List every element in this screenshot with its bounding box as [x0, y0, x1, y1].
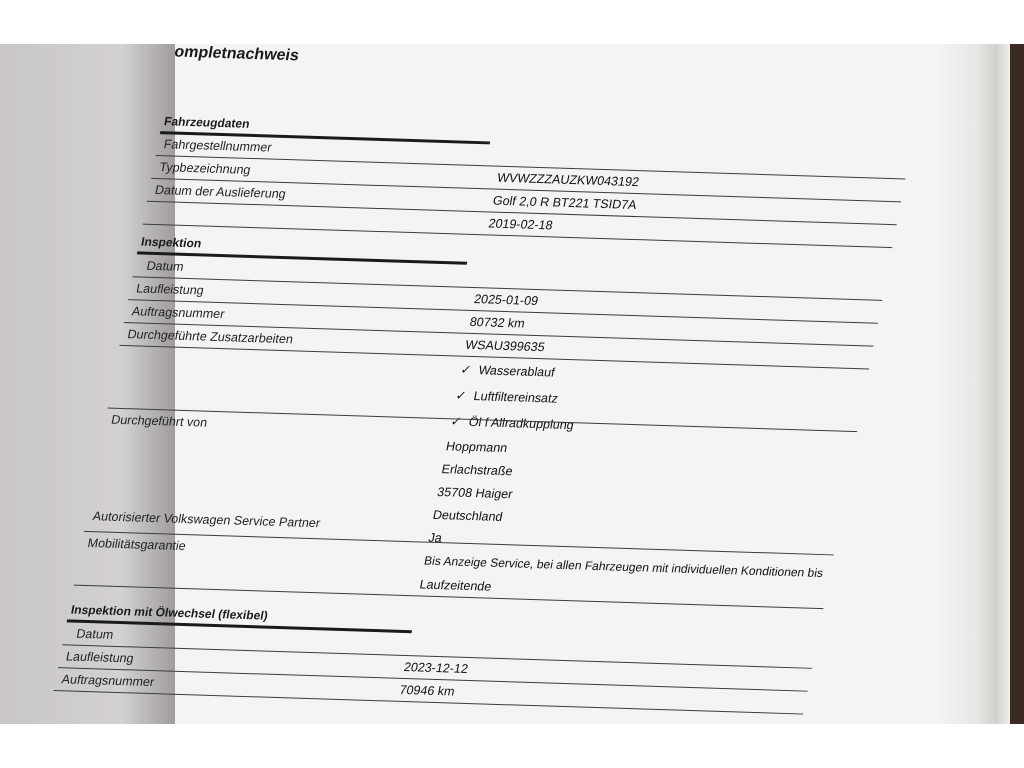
value-mileage: 80732 km	[468, 314, 527, 331]
value-service-partner: Ja	[427, 530, 444, 546]
label-type: Typbezeichnung	[158, 160, 252, 177]
value-workshop-street: Erlachstraße	[440, 462, 514, 479]
label-mileage: Laufleistung	[135, 281, 206, 298]
label-date: Datum	[145, 258, 185, 274]
checkmark-icon: ✓	[454, 388, 468, 403]
value-delivery-date: 2019-02-18	[487, 216, 554, 233]
value-oil-date: 2023-12-12	[402, 660, 470, 676]
label-oil-order-number: Auftragsnummer	[60, 672, 156, 690]
work-item: ✓ Öl f Allradkupplung	[449, 414, 576, 433]
label-order-number: Auftragsnummer	[130, 304, 226, 322]
label-vin: Fahrgestellnummer	[162, 137, 273, 155]
value-mobility-guarantee: Bis Anzeige Service, bei allen Fahrzeugen mit individuellen Konditionen bis	[422, 553, 825, 581]
section-title-inspection: Inspektion	[139, 234, 203, 251]
value-workshop-name: Hoppmann	[444, 439, 509, 456]
value-order-number: WSAU399635	[464, 337, 546, 355]
label-mobility-guarantee: Mobilitätsgarantie	[86, 536, 188, 554]
label-oil-date: Datum	[75, 626, 115, 642]
section-title-vehicle: Fahrzeugdaten	[162, 114, 251, 131]
checkmark-icon: ✓	[459, 362, 473, 377]
section-underline	[137, 251, 467, 264]
photo-area	[0, 44, 1024, 724]
value-workshop-country: Deutschland	[431, 507, 504, 524]
label-delivery-date: Datum der Auslieferung	[153, 182, 288, 202]
value-workshop-city: 35708 Haiger	[436, 484, 514, 502]
value-mobility-guarantee-cont: Laufzeitende	[418, 577, 493, 594]
row-divider	[84, 531, 834, 556]
label-service-partner: Autorisierter Volkswagen Service Partner	[91, 509, 322, 531]
label-performed-by: Durchgeführt von	[110, 412, 209, 430]
work-item: ✓ Luftfiltereinsatz	[454, 388, 560, 406]
value-vin: WVWZZZAUZKW043192	[496, 170, 641, 190]
service-record-document	[0, 44, 1023, 724]
value-type: Golf 2,0 R BT221 TSID7A	[491, 193, 638, 213]
checkmark-icon: ✓	[449, 414, 463, 429]
value-date: 2025-01-09	[472, 292, 540, 308]
label-additional-work: Durchgeführte Zusatzarbeiten	[126, 327, 295, 347]
work-item: ✓ Wasserablauf	[459, 362, 556, 380]
document-title: ompletnachweis	[172, 44, 301, 65]
value-oil-mileage: 70946 km	[398, 682, 456, 699]
label-oil-mileage: Laufleistung	[64, 649, 135, 666]
section-title-oil-inspection: Inspektion mit Ölwechsel (flexibel)	[69, 602, 270, 623]
